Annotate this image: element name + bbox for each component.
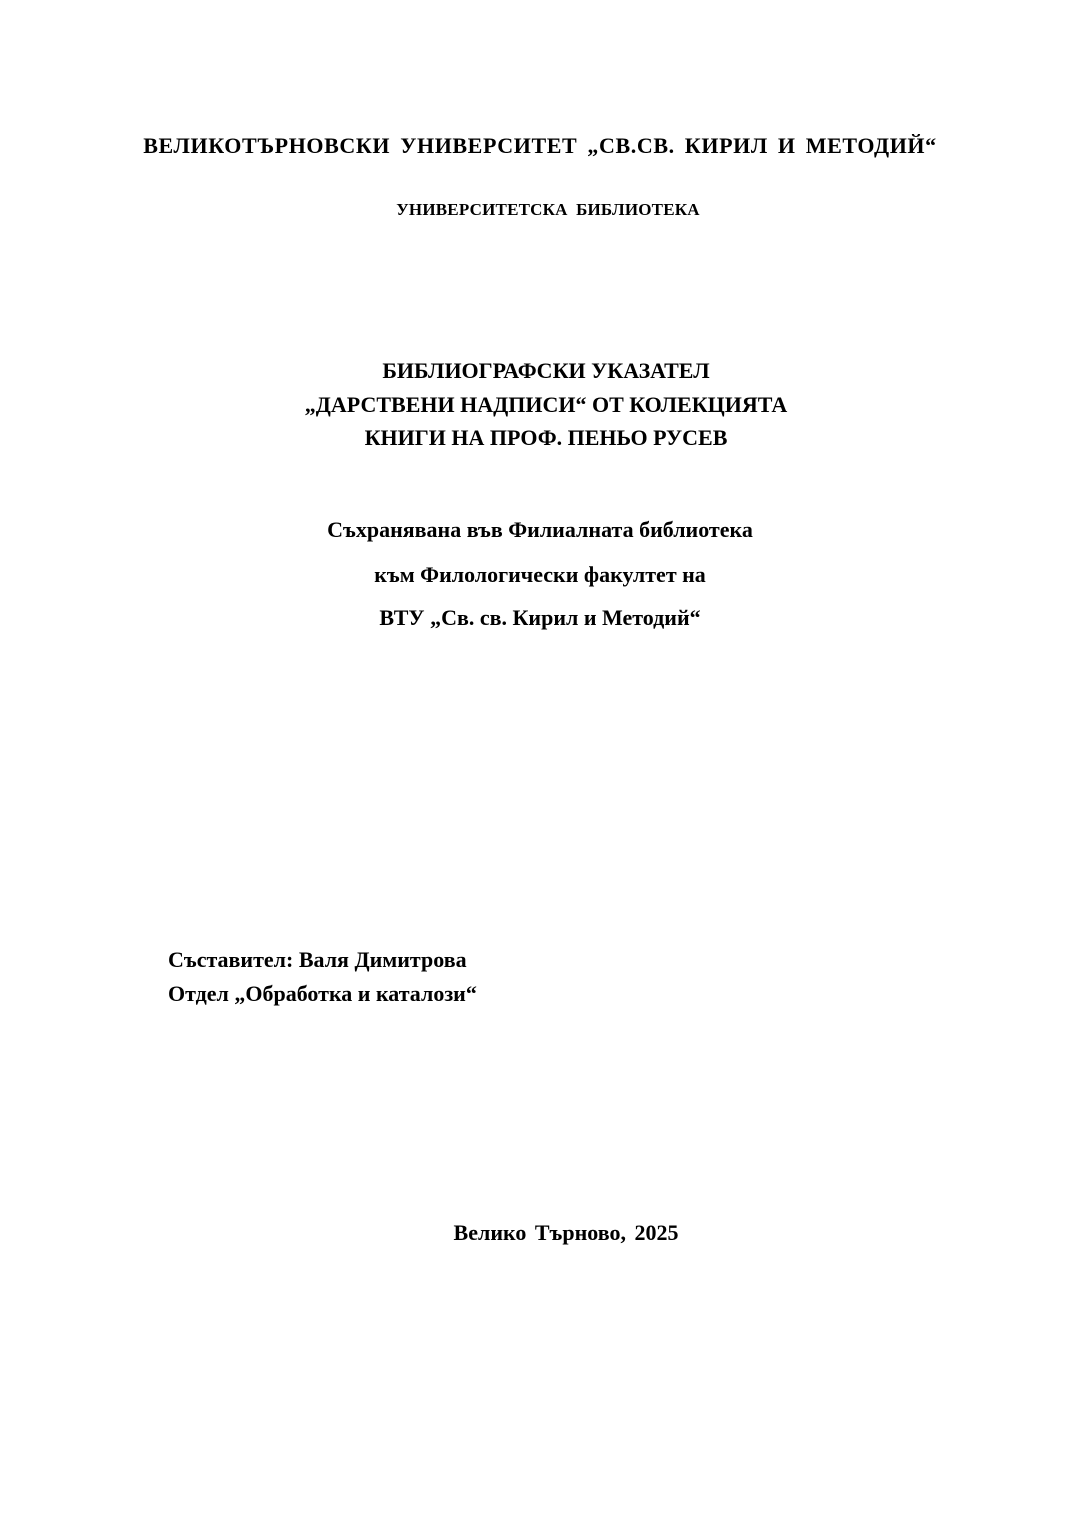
compiler-credit: Съставител: Валя Димитрова — [168, 947, 467, 972]
storage-line-1: Съхранявана във Филиалната библиотека — [327, 517, 753, 542]
university-name: ВЕЛИКОТЪРНОВСКИ УНИВЕРСИТЕТ „СВ.СВ. КИРИЛ И МЕТОДИЙ“ — [143, 133, 937, 158]
storage-line-2: към Филологически факултет на — [374, 562, 706, 587]
storage-line-3: ВТУ „Св. св. Кирил и Методий“ — [379, 605, 701, 630]
document-title-line-2: „ДАРСТВЕНИ НАДПИСИ“ ОТ КОЛЕКЦИЯТА — [304, 392, 788, 417]
document-title-line-3: КНИГИ НА ПРОФ. ПЕНЬО РУСЕВ — [364, 425, 728, 450]
library-name: УНИВЕРСИТЕТСКА БИБЛИОТЕКА — [396, 200, 700, 219]
place-and-year: Велико Търново, 2025 — [453, 1220, 679, 1245]
department-credit: Отдел „Обработка и каталози“ — [168, 981, 477, 1006]
document-title-line-1: БИБЛИОГРАФСКИ УКАЗАТЕЛ — [382, 358, 710, 383]
